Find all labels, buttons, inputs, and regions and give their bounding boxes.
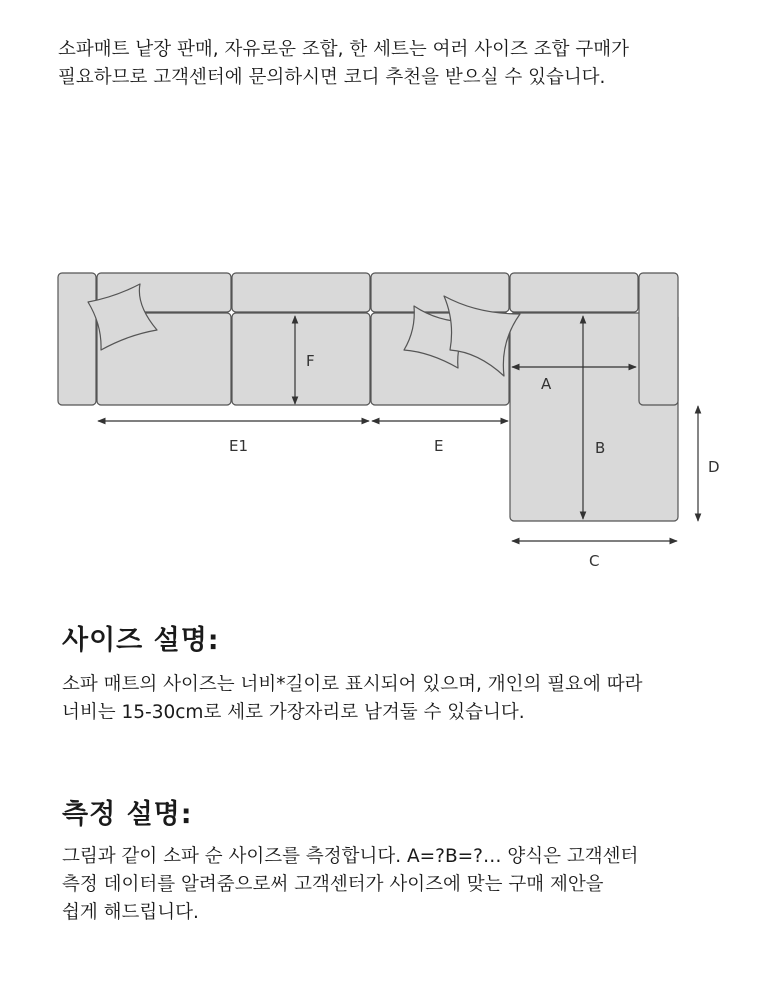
measure-line-3: 쉽게 해드립니다.	[62, 902, 199, 923]
measure-section-body	[62, 843, 777, 927]
measure-line-1: 그림과 같이 소파 순 사이즈를 측정합니다. A=?B=?… 양식은 고객센터	[62, 846, 639, 867]
label-e1: E1	[229, 437, 249, 455]
size-section-title: 사이즈 설명:	[62, 625, 220, 656]
back-cushion-4	[510, 273, 638, 312]
measure-section-title: 측정 설명:	[62, 799, 193, 830]
sofa-body	[58, 273, 678, 521]
size-line-2: 너비는 15-30cm로 세로 가장자리로 남겨둘 수 있습니다.	[62, 702, 525, 723]
seat-cushion-2	[232, 313, 370, 405]
measure-line-2: 측정 데이터를 알려줌으로써 고객센터가 사이즈에 맞는 구매 제안을	[62, 874, 604, 895]
back-cushion-3	[371, 273, 509, 312]
label-b: B	[595, 439, 606, 457]
size-section-body	[62, 671, 777, 727]
label-c: C	[589, 552, 600, 570]
sofa-diagram	[0, 255, 780, 585]
intro-line-1: 소파매트 낱장 판매, 자유로운 조합, 한 세트는 여러 사이즈 조합 구매가	[58, 39, 629, 60]
label-f: F	[306, 352, 315, 370]
back-cushion-2	[232, 273, 370, 312]
left-armrest	[58, 273, 96, 405]
label-d: D	[708, 458, 720, 476]
size-line-1: 소파 매트의 사이즈는 너비*길이로 표시되어 있으며, 개인의 필요에 따라	[62, 674, 643, 695]
intro-line-2: 필요하므로 고객센터에 문의하시면 코디 추천을 받으실 수 있습니다.	[58, 67, 606, 88]
right-armrest	[639, 273, 678, 405]
label-e: E	[434, 437, 444, 455]
label-a: A	[541, 375, 552, 393]
intro-text	[58, 36, 758, 92]
